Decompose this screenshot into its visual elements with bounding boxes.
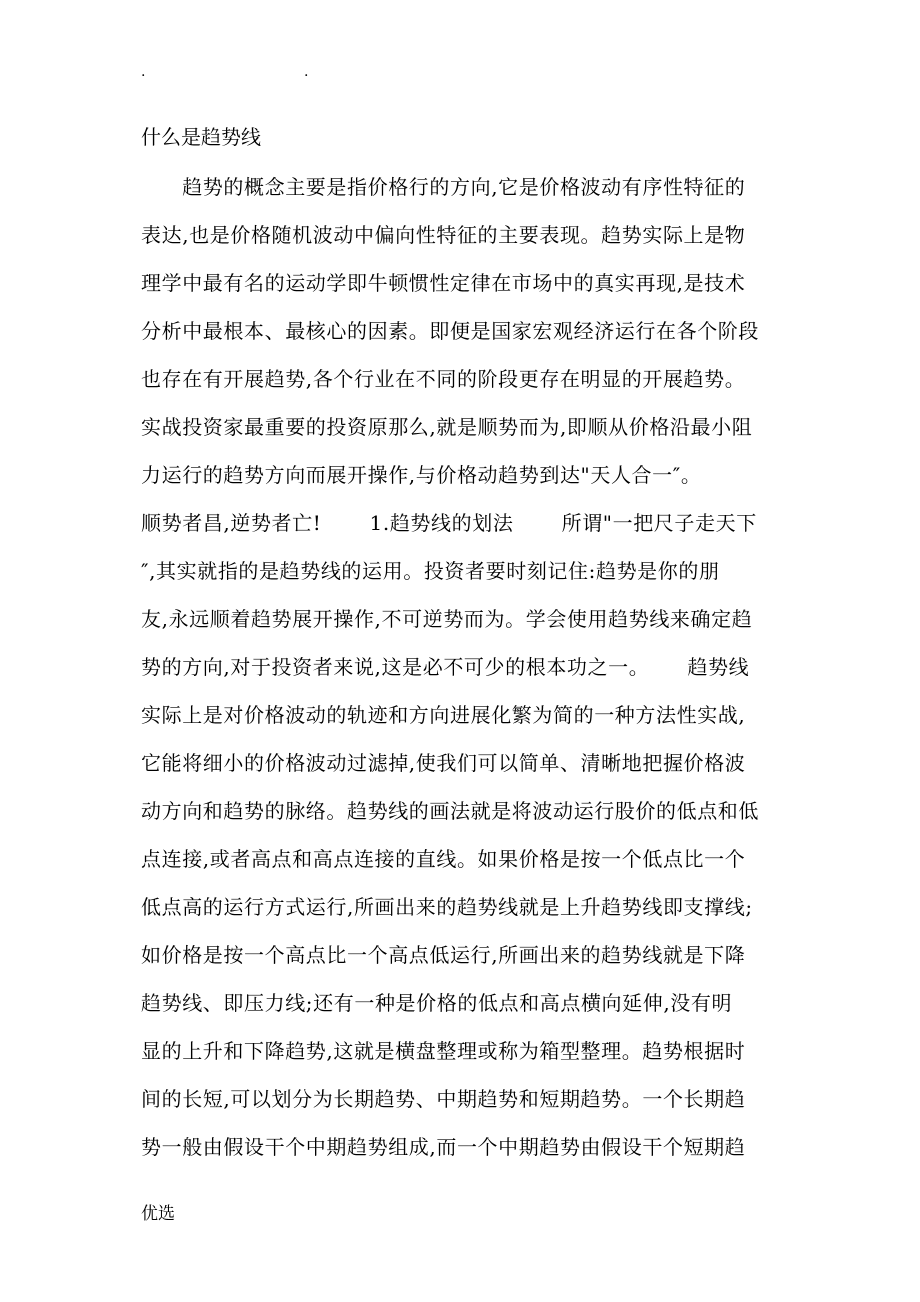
body-line: 分析中最根本、最核心的因素。即便是国家宏观经济运行在各个阶段: [141, 319, 759, 343]
body-line: 顺势者昌,逆势者亡! 1.趋势线的划法 所谓"一把尺子走天下: [141, 511, 757, 535]
body-line: ″,其实就指的是趋势线的运用。投资者要时刻记住:趋势是你的朋: [141, 559, 720, 583]
body-line: 力运行的趋势方向而展开操作,与价格动趋势到达"天人合一″。: [141, 463, 702, 487]
header-dot-right: .: [304, 64, 309, 80]
document-title: 什么是趋势线: [141, 125, 261, 149]
body-line: 表达,也是价格随机波动中偏向性特征的主要表现。趋势实际上是物: [141, 223, 746, 247]
body-line: 趋势的概念主要是指价格行的方向,它是价格波动有序性特征的: [141, 175, 746, 199]
body-line: 势的方向,对于投资者来说,这是必不可少的根本功之一。 趋势线: [141, 655, 750, 679]
body-line: 它能将细小的价格波动过滤掉,使我们可以简单、清晰地把握价格波: [141, 751, 746, 775]
body-line: 显的上升和下降趋势,这就是横盘整理或称为箱型整理。趋势根据时: [141, 1039, 746, 1063]
header-dot-left: .: [141, 64, 146, 80]
body-line: 势一般由假设干个中期趋势组成,而一个中期趋势由假设干个短期趋: [141, 1135, 746, 1159]
body-line: 友,永远顺着趋势展开操作,不可逆势而为。学会使用趋势线来确定趋: [141, 607, 753, 631]
body-line: 也存在有开展趋势,各个行业在不同的阶段更存在明显的开展趋势。: [141, 367, 746, 391]
body-line: 点连接,或者高点和高点连接的直线。如果价格是按一个低点比一个: [141, 847, 746, 871]
body-line: 实战投资家最重要的投资原那么,就是顺势而为,即顺从价格沿最小阻: [141, 415, 753, 439]
body-line: 趋势线、即压力线;还有一种是价格的低点和高点横向延伸,没有明: [141, 991, 733, 1015]
document-body: [141, 170, 781, 1178]
footer-label: 优选: [141, 1204, 175, 1224]
body-line: 间的长短,可以划分为长期趋势、中期趋势和短期趋势。一个长期趋: [141, 1087, 746, 1111]
body-line: 低点高的运行方式运行,所画出来的趋势线就是上升趋势线即支撑线;: [141, 895, 753, 919]
body-line: 动方向和趋势的脉络。趋势线的画法就是将波动运行股价的低点和低: [141, 799, 759, 823]
body-line: 如价格是按一个高点比一个高点低运行,所画出来的趋势线就是下降: [141, 943, 746, 967]
body-line: 实际上是对价格波动的轨迹和方向进展化繁为简的一种方法性实战,: [141, 703, 746, 727]
body-line: 理学中最有名的运动学即牛顿惯性定律在市场中的真实再现,是技术: [141, 271, 746, 295]
